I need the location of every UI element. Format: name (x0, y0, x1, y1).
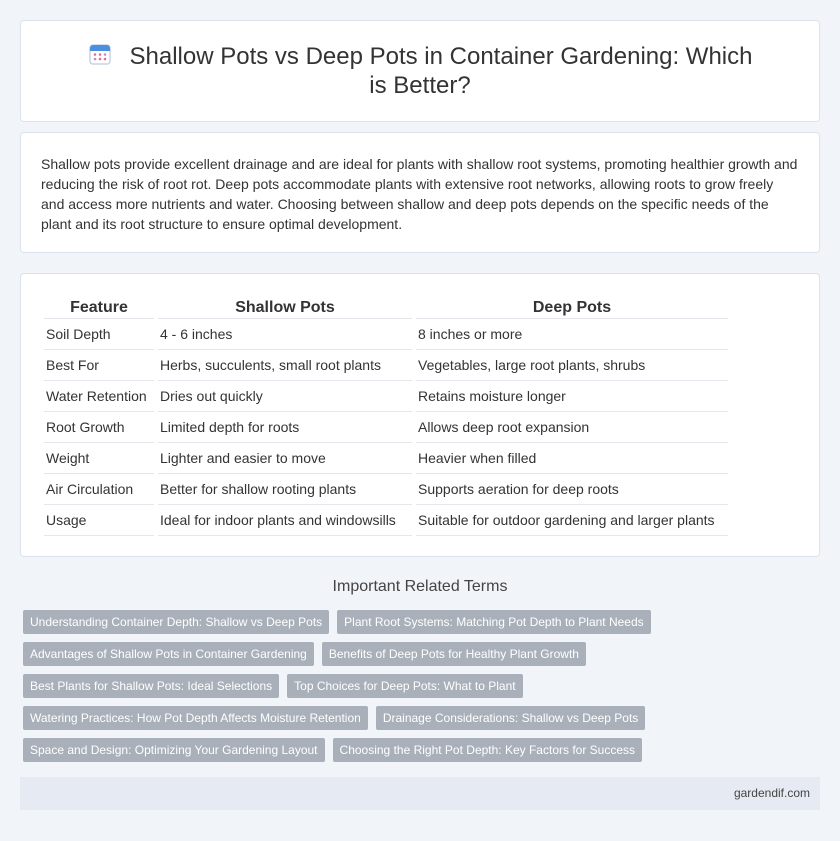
row-deep-value: Supports aeration for deep roots (416, 474, 728, 505)
related-term-tag[interactable]: Best Plants for Shallow Pots: Ideal Selections (23, 674, 279, 698)
related-term-tag[interactable]: Space and Design: Optimizing Your Gardening Layout (23, 738, 325, 762)
intro-paragraph: Shallow pots provide excellent drainage and are ideal for plants with shallow root systems, promoting healthier growth and reducing the risk of root rot. Deep pots accommodate plants with extensive root networks, allowing roots to grow freely and access more nutrients and water. Choosing between shallow and deep pots depends on the specific needs of the plant and its root structure to ensure optimal development. (41, 156, 798, 232)
row-feature: Weight (44, 443, 154, 474)
table-row (44, 474, 728, 505)
row-shallow-value: Lighter and easier to move (158, 443, 412, 474)
row-deep-value: Suitable for outdoor gardening and larger plants (416, 505, 728, 536)
row-deep-value: Heavier when filled (416, 443, 728, 474)
header-deep-pots: Deep Pots (416, 295, 728, 319)
row-feature: Water Retention (44, 381, 154, 412)
related-term-tag[interactable]: Benefits of Deep Pots for Healthy Plant Growth (322, 642, 586, 666)
row-shallow-value: Ideal for indoor plants and windowsills (158, 505, 412, 536)
table-row (44, 412, 728, 443)
table-row (44, 319, 728, 350)
intro-card (20, 132, 820, 253)
tag-row (23, 642, 823, 666)
related-term-tag[interactable]: Plant Root Systems: Matching Pot Depth to Plant Needs (337, 610, 650, 634)
row-shallow-value: Herbs, succulents, small root plants (158, 350, 412, 381)
related-terms-list (23, 610, 823, 770)
table-row (44, 443, 728, 474)
page-title-text: Shallow Pots vs Deep Pots in Container Gardening: Which is Better? (129, 43, 753, 99)
related-terms-title: Important Related Terms (332, 578, 508, 595)
tag-row (23, 610, 823, 634)
row-shallow-value: 4 - 6 inches (158, 319, 412, 350)
comparison-table (40, 295, 732, 536)
row-shallow-value: Limited depth for roots (158, 412, 412, 443)
related-term-tag[interactable]: Advantages of Shallow Pots in Container Gardening (23, 642, 314, 666)
related-term-tag[interactable]: Choosing the Right Pot Depth: Key Factors for Success (333, 738, 642, 762)
header-card (20, 20, 820, 122)
tag-row (23, 674, 823, 698)
tag-row (23, 706, 823, 730)
table-row (44, 350, 728, 381)
tag-row (23, 738, 823, 762)
row-shallow-value: Dries out quickly (158, 381, 412, 412)
row-feature: Usage (44, 505, 154, 536)
related-term-tag[interactable]: Drainage Considerations: Shallow vs Deep Pots (376, 706, 645, 730)
header-feature: Feature (44, 295, 154, 319)
comparison-card (20, 273, 820, 557)
header-shallow-pots: Shallow Pots (158, 295, 412, 319)
row-feature: Soil Depth (44, 319, 154, 350)
row-feature: Best For (44, 350, 154, 381)
related-term-tag[interactable]: Watering Practices: How Pot Depth Affects Moisture Retention (23, 706, 368, 730)
related-term-tag[interactable]: Understanding Container Depth: Shallow vs Deep Pots (23, 610, 329, 634)
row-deep-value: Vegetables, large root plants, shrubs (416, 350, 728, 381)
row-feature: Root Growth (44, 412, 154, 443)
row-deep-value: Retains moisture longer (416, 381, 728, 412)
table-row (44, 505, 728, 536)
related-term-tag[interactable]: Top Choices for Deep Pots: What to Plant (287, 674, 522, 698)
footer-site-link[interactable]: gardendif.com (733, 786, 810, 800)
calendar-icon (88, 42, 112, 66)
table-header-row (44, 295, 728, 319)
row-shallow-value: Better for shallow rooting plants (158, 474, 412, 505)
row-deep-value: 8 inches or more (416, 319, 728, 350)
page-title (81, 42, 759, 100)
row-deep-value: Allows deep root expansion (416, 412, 728, 443)
row-feature: Air Circulation (44, 474, 154, 505)
table-row (44, 381, 728, 412)
footer (20, 777, 820, 810)
